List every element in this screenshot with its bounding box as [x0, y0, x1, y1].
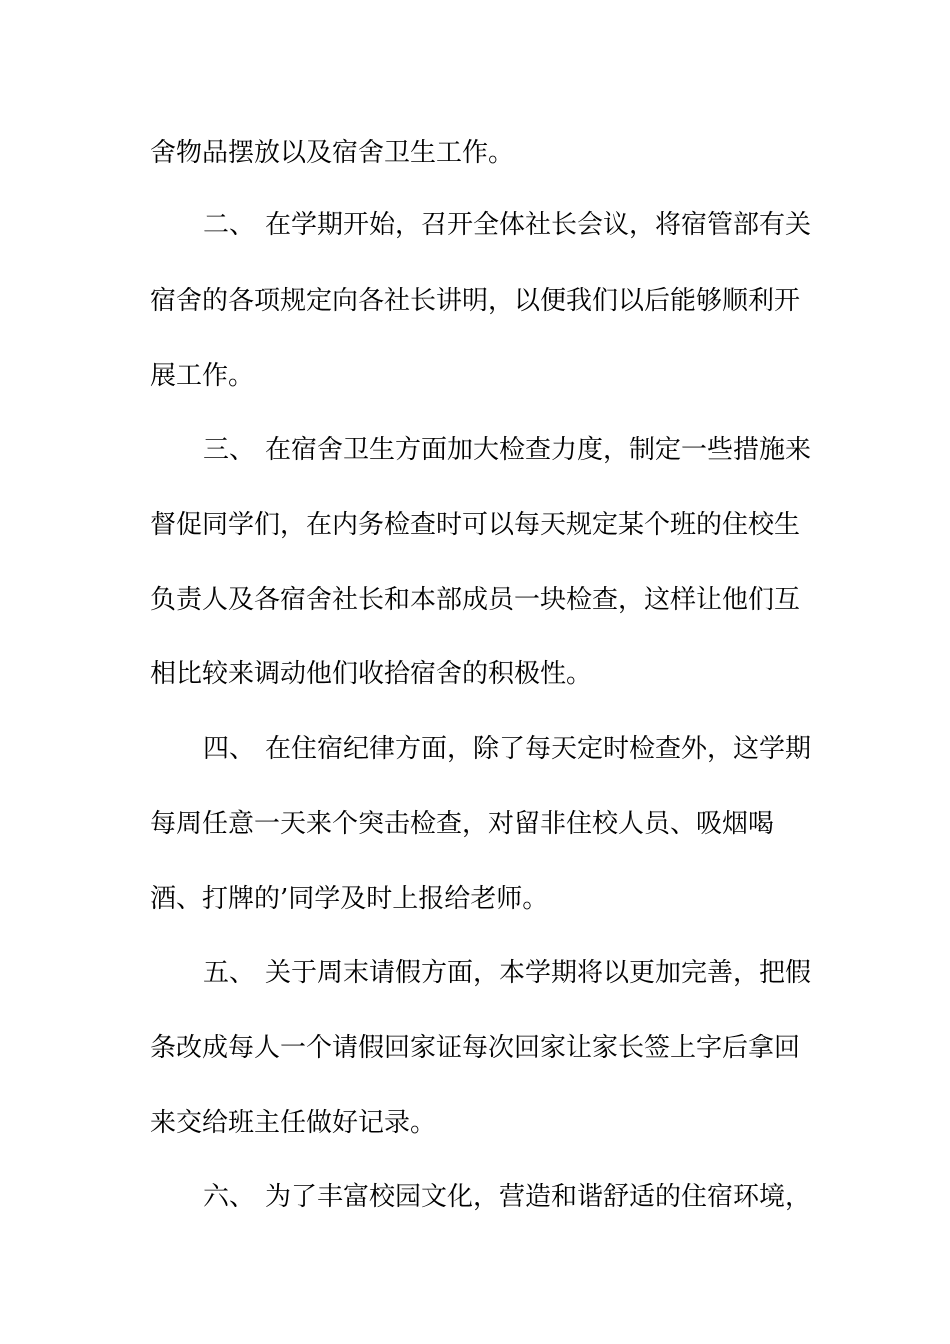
- text-line: 条改成每人一个请假回家证每次回家让家长签上字后拿回: [150, 1033, 801, 1063]
- text-line: 相比较来调动他们收拾宿舍的积极性。: [150, 659, 593, 689]
- paragraph-number: 二、: [203, 210, 256, 240]
- text-line: 展工作。: [150, 361, 255, 391]
- numbered-paragraph-start: [203, 958, 863, 988]
- text-line: 负责人及各宿舍社长和本部成员一块检查，这样让他们互: [150, 585, 801, 615]
- paragraph-number: 三、: [203, 435, 256, 465]
- text-line: 来交给班主任做好记录。: [150, 1108, 437, 1138]
- numbered-paragraph-start: [203, 210, 863, 240]
- paragraph-number: 四、: [203, 734, 256, 764]
- text-line: 宿舍的各项规定向各社长讲明，以便我们以后能够顺利开: [150, 286, 801, 316]
- text-line: 在住宿纪律方面，除了每天定时检查外，这学期: [265, 734, 812, 764]
- numbered-paragraph-start: [203, 435, 863, 465]
- text-line: 舍物品摆放以及宿舍卫生工作。: [150, 138, 515, 168]
- text-line: 关于周末请假方面，本学期将以更加完善，把假: [265, 958, 812, 988]
- text-line: 在学期开始，召开全体社长会议，将宿管部有关: [265, 210, 812, 240]
- text-line: 酒、打牌的’同学及时上报给老师。: [150, 884, 549, 914]
- text-line: 每周任意一天来个突击检查，对留非住校人员、吸烟喝: [150, 809, 775, 839]
- text-line: 督促同学们，在内务检查时可以每天规定某个班的住校生: [150, 510, 801, 540]
- text-line: 在宿舍卫生方面加大检查力度，制定一些措施来: [265, 435, 812, 465]
- paragraph-number: 五、: [203, 958, 256, 988]
- numbered-paragraph-start: [203, 1182, 863, 1212]
- paragraph-number: 六、: [203, 1182, 256, 1212]
- numbered-paragraph-start: [203, 734, 863, 764]
- text-line: 为了丰富校园文化，营造和谐舒适的住宿环境，: [265, 1182, 812, 1212]
